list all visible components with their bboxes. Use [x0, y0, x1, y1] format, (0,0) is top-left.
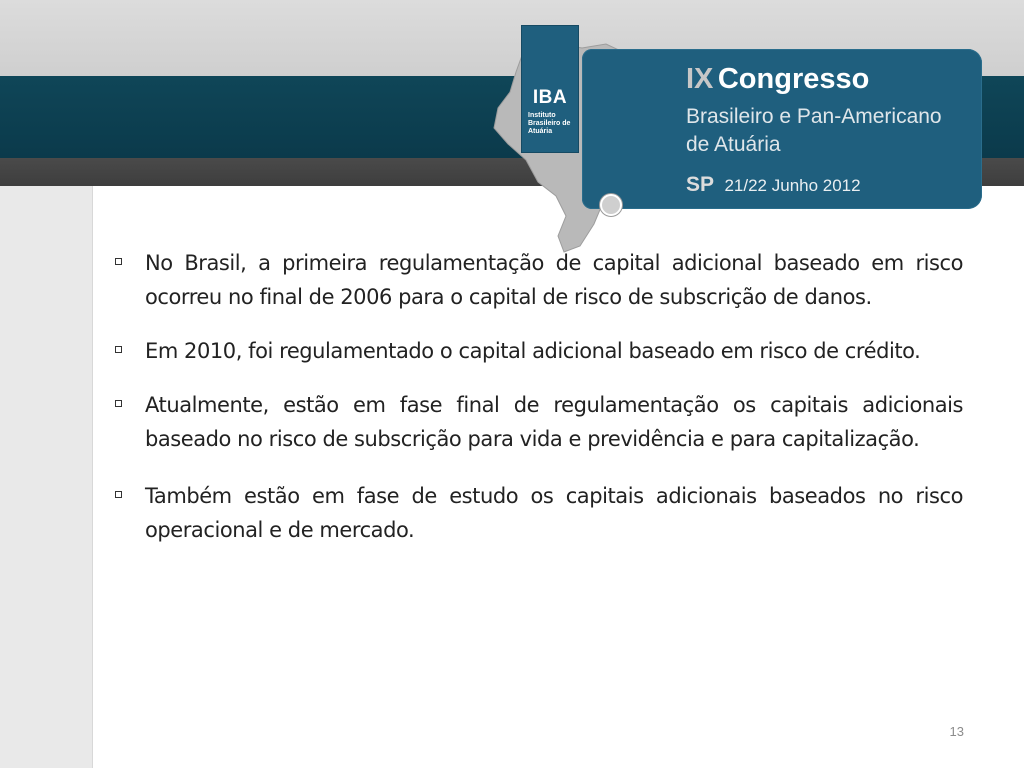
bullet-item [112, 334, 963, 368]
hollow-square-bullet-icon [115, 400, 122, 407]
congress-title [686, 63, 869, 96]
congress-numeral: IX [686, 63, 714, 95]
page-number: 13 [949, 724, 964, 739]
bullet-item [112, 479, 963, 547]
congress-date-line [686, 173, 861, 197]
congress-title-word: Congresso [717, 63, 870, 95]
congress-city: SP [686, 173, 715, 196]
hollow-square-bullet-icon [115, 491, 122, 498]
congress-dates: 21/22 Junho 2012 [724, 176, 861, 195]
iba-logo [522, 26, 578, 152]
congress-subtitle-line2: de Atuária [686, 133, 781, 156]
bullet-text: Também estão em fase de estudo os capitais adicionais baseados no risco operacional e de mercado. [145, 484, 963, 542]
congress-subtitle [686, 103, 942, 159]
slide-body [112, 246, 963, 567]
location-pin-icon [600, 194, 622, 216]
congress-subtitle-line1: Brasileiro e Pan-Americano [686, 105, 942, 128]
congress-banner [582, 49, 982, 209]
iba-logo-subtitle: Instituto Brasileiro de Atuária [528, 112, 571, 135]
left-side-panel [0, 186, 93, 768]
bullet-text: Em 2010, foi regulamentado o capital adicional baseado em risco de crédito. [145, 339, 921, 363]
bullet-text: No Brasil, a primeira regulamentação de capital adicional baseado em risco ocorreu no final de 2006 para o capital de risco de subscrição de danos. [145, 251, 963, 309]
bullet-item [112, 388, 963, 456]
hollow-square-bullet-icon [115, 258, 122, 265]
hollow-square-bullet-icon [115, 346, 122, 353]
bullet-text: Atualmente, estão em fase final de regulamentação os capitais adicionais baseado no risco de subscrição para vida e previdência e para capitalização. [145, 393, 963, 451]
iba-logo-abbreviation: IBA [532, 87, 568, 108]
bullet-item [112, 246, 963, 314]
